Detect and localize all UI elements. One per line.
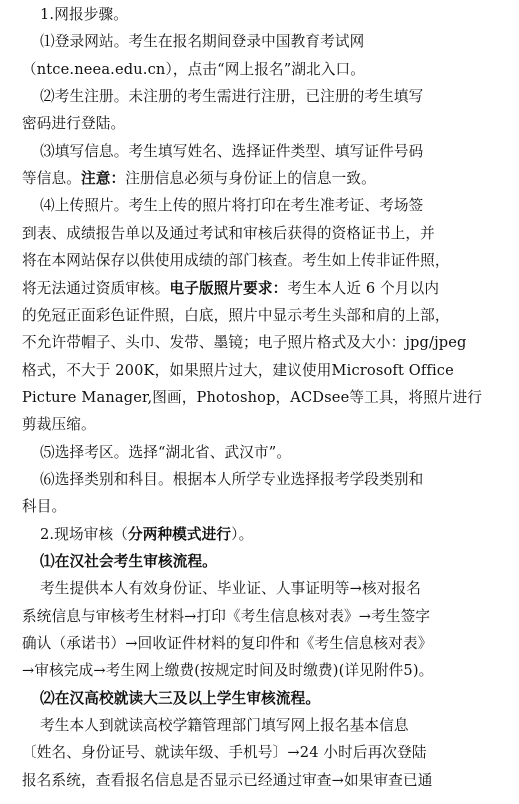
text-line xyxy=(0,109,519,139)
text-line xyxy=(0,492,519,522)
bold-text-segment: 注意： xyxy=(80,170,126,188)
text-line xyxy=(0,164,519,194)
text-line xyxy=(0,656,519,686)
bold-text-segment: ⑴在汉社会考生审核流程。 xyxy=(40,553,217,570)
bold-text-segment: 电子版照片要求： xyxy=(169,279,288,297)
text-line xyxy=(0,55,519,85)
text-segment: 等信息。 xyxy=(22,170,81,188)
text-segment: ⑷上传照片。考生上传的照片将打印在考生准考证、考场签 xyxy=(40,197,424,215)
text-segment: 〔姓名、身份证号、就读年级、手机号〕→24 小时后再次登陆 xyxy=(22,744,427,762)
text-segment: 将在本网站保存以供使用成绩的部门核查。考生如上传非证件照， xyxy=(22,252,450,270)
text-segment: Picture Manager,图画，Photoshop，ACDsee等工具，将照片进行 xyxy=(22,388,483,406)
text-line xyxy=(0,629,519,659)
text-line xyxy=(0,82,519,112)
text-line xyxy=(0,274,519,304)
text-line xyxy=(0,602,519,632)
text-segment: 科目。 xyxy=(22,498,67,516)
text-segment: （ntce.neea.edu.cn），点击“网上报名”湖北入口。 xyxy=(22,60,366,78)
text-segment: 到表、成绩报告单以及通过考试和审核后获得的资格证书上，并 xyxy=(22,224,435,242)
text-segment: ⑸选择考区。选择“湖北省、武汉市”。 xyxy=(40,443,292,461)
text-line xyxy=(0,27,519,57)
text-line xyxy=(0,356,519,386)
text-line xyxy=(0,465,519,495)
text-line xyxy=(0,574,519,604)
text-segment: 格式，不大于 200K，如果照片过大，建议使用Microsoft Office xyxy=(22,361,454,379)
text-line xyxy=(0,438,519,468)
bold-text-segment: 分两种模式进行 xyxy=(127,525,232,543)
text-line xyxy=(0,246,519,276)
text-line xyxy=(0,738,519,768)
text-line xyxy=(0,383,519,413)
text-segment: 1.网报步骤。 xyxy=(40,6,128,23)
text-line xyxy=(0,0,519,30)
text-line xyxy=(0,684,519,714)
text-segment: 将无法通过资质审核。 xyxy=(22,279,170,297)
text-segment: 2.现场审核（ xyxy=(40,525,128,543)
text-segment: 剪裁压缩。 xyxy=(22,416,96,434)
text-line xyxy=(0,219,519,249)
text-segment: →审核完成→考生网上缴费(按规定时间及时缴费)(详见附件5)。 xyxy=(22,662,434,680)
text-segment: 报名系统，查看报名信息是否显示已经通过审查→如果审查已通 xyxy=(22,771,433,789)
text-segment: 确认（承诺书）→回收证件材料的复印件和《考生信息核对表》 xyxy=(22,635,433,653)
text-line xyxy=(0,301,519,331)
text-line xyxy=(0,520,519,550)
text-line xyxy=(0,410,519,440)
text-segment: 注册信息必须与身份证上的信息一致。 xyxy=(125,170,376,188)
text-segment: 考生本人到就读高校学籍管理部门填写网上报名基本信息 xyxy=(40,717,409,735)
text-line xyxy=(0,711,519,741)
text-segment: ⑹选择类别和科目。根据本人所学专业选择报考学段类别和 xyxy=(40,470,424,488)
text-line xyxy=(0,766,519,796)
text-segment: ）。 xyxy=(231,525,254,543)
text-line xyxy=(0,547,519,577)
bold-text-segment: ⑵在汉高校就读大三及以上学生审核流程。 xyxy=(40,689,321,707)
text-line xyxy=(0,328,519,358)
text-segment: 考生提供本人有效身份证、毕业证、人事证明等→核对报名 xyxy=(40,580,421,598)
text-line xyxy=(0,191,519,221)
text-segment: ⑴登录网站。考生在报名期间登录中国教育考试网 xyxy=(40,33,365,51)
text-segment: 的免冠正面彩色证件照，白底，照片中显示考生头部和肩的上部， xyxy=(22,306,450,324)
text-segment: 系统信息与审核考生材料→打印《考生信息核对表》→考生签字 xyxy=(22,607,431,625)
text-segment: 不允许带帽子、头巾、发带、墨镜；电子照片格式及大小：jpg/jpeg xyxy=(22,334,467,352)
text-segment: ⑶填写信息。考生填写姓名、选择证件类型、填写证件号码 xyxy=(40,142,424,160)
text-segment: ⑵考生注册。未注册的考生需进行注册，已注册的考生填写 xyxy=(40,88,424,106)
text-segment: 密码进行登陆。 xyxy=(22,115,126,133)
text-segment: 考生本人近 6 个月以内 xyxy=(287,279,440,297)
text-line xyxy=(0,137,519,167)
